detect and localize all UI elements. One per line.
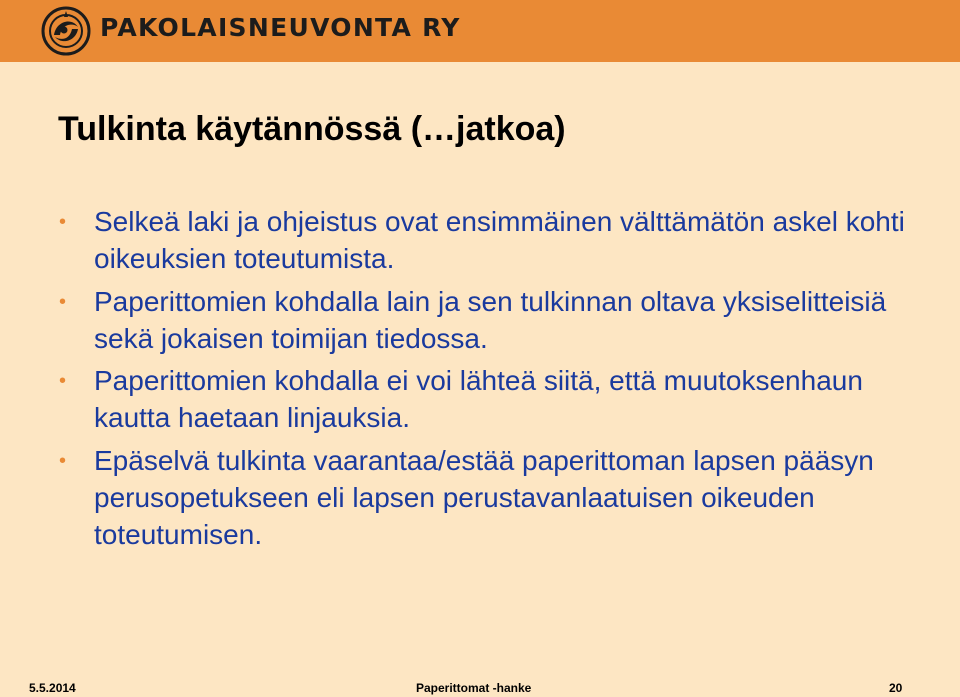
bullet-dot-icon: • (59, 290, 67, 313)
bullet-item (58, 283, 918, 357)
bullet-item (58, 442, 918, 553)
header-bar (0, 0, 960, 62)
bullet-text: Epäselvä tulkinta vaarantaa/estää paperittoman lapsen pääsyn perusopetukseen eli lapsen perustavanlaatuisen oikeuden toteutumisen. (94, 444, 874, 550)
bullet-text: Paperittomien kohdalla ei voi lähteä siitä, että muutoksenhaun kautta haetaan linjauksia. (94, 365, 863, 433)
slide-title: Tulkinta käytännössä (…jatkoa) (58, 110, 566, 148)
pakolaisneuvonta-logo-icon (40, 5, 92, 57)
footer-page-number: 20 (889, 681, 903, 695)
organization-name: PAKOLAISNEUVONTA RY (100, 13, 461, 42)
bullet-list (58, 203, 918, 558)
bullet-text: Selkeä laki ja ohjeistus ovat ensimmäinen välttämätön askel kohti oikeuksien toteutumista. (94, 206, 905, 274)
bullet-item (58, 203, 918, 277)
bullet-text: Paperittomien kohdalla lain ja sen tulkinnan oltava yksiselitteisiä sekä jokaisen toimijan tiedossa. (94, 285, 887, 354)
bullet-dot-icon: • (59, 370, 67, 392)
bullet-dot-icon: • (59, 449, 67, 472)
footer-date: 5.5.2014 (29, 681, 76, 695)
bullet-dot-icon: • (59, 211, 67, 233)
bullet-item (58, 362, 918, 436)
footer-project-name: Paperittomat -hanke (416, 681, 532, 695)
